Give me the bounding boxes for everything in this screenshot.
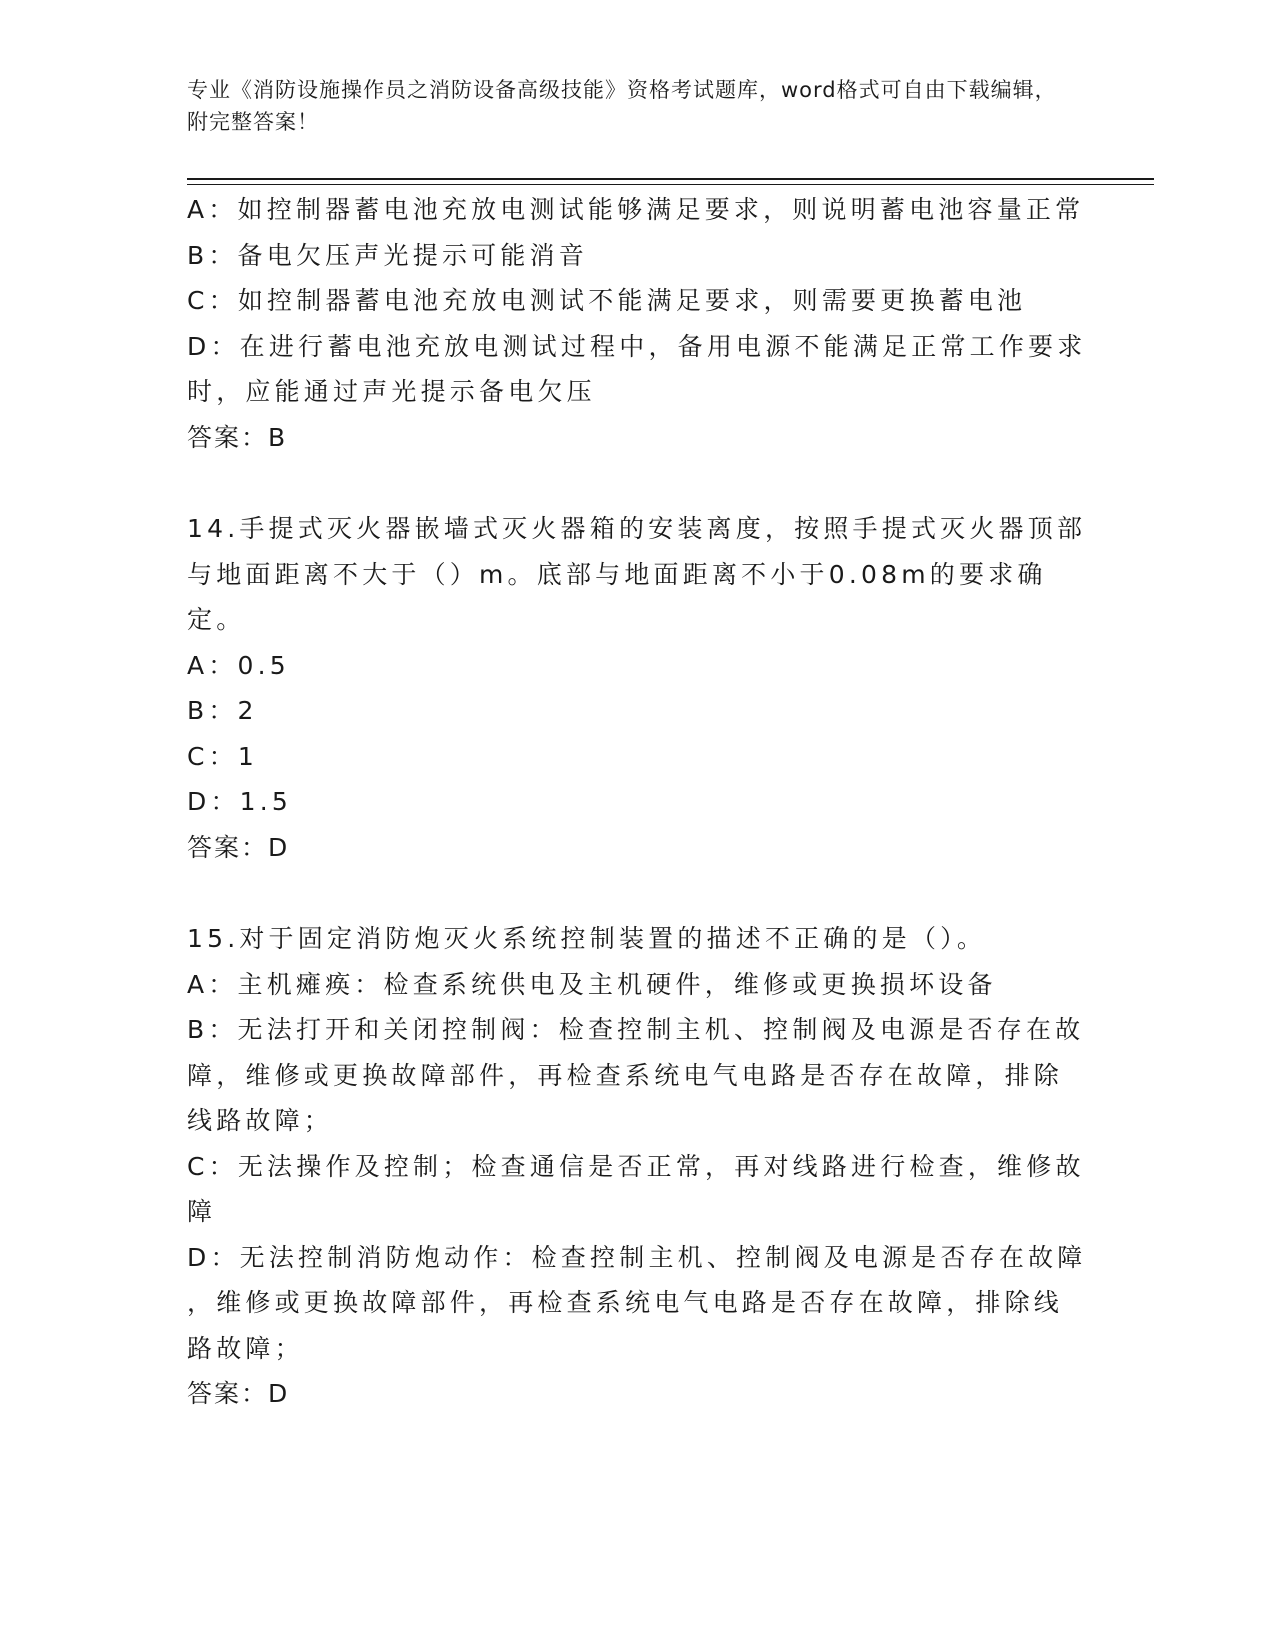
option-b: B：备电欠压声光提示可能消音 [187, 240, 588, 270]
option-d: D：无法控制消防炮动作：检查控制主机、控制阀及电源是否存在故障 [187, 1242, 1087, 1272]
option-b: B：无法打开和关闭控制阀：检查控制主机、控制阀及电源是否存在故 [187, 1015, 1085, 1044]
option-d: D：1.5 [187, 787, 293, 816]
option-c-continued: 障 [187, 1197, 217, 1226]
question-15 [187, 916, 1092, 1417]
question-14 [187, 506, 1092, 870]
question-stem: 14.手提式灭火器嵌墙式灭火器箱的安装离度，按照手提式灭火器顶部 [187, 514, 1087, 543]
answer: 答案：D [187, 832, 290, 862]
option-d: D：在进行蓄电池充放电测试过程中，备用电源不能满足正常工作要求 [187, 331, 1087, 361]
option-b-continued: 障，维修或更换故障部件，再检查系统电气电路是否存在故障，排除 [187, 1060, 1064, 1090]
option-c: C：1 [187, 741, 258, 771]
option-d-continued: ，维修或更换故障部件，再检查系统电气电路是否存在故障，排除线 [187, 1288, 1064, 1317]
option-c: C：如控制器蓄电池充放电测试不能满足要求，则需要更换蓄电池 [187, 286, 1027, 315]
answer: 答案：B [187, 422, 288, 452]
option-c: C：无法操作及控制；检查通信是否正常，再对线路进行检查，维修故 [187, 1151, 1085, 1181]
question-stem-continued: 与地面距离不大于（）m。底部与地面距离不小于0.08m的要求确定。 [187, 559, 1047, 634]
option-d-continued: 时，应能通过声光提示备电欠压 [187, 377, 596, 406]
document-header: 专业《消防设施操作员之消防设备高级技能》资格考试题库，word格式可自由下载编辑，附完整答案！ [187, 78, 1057, 134]
option-b-continued: 线路故障； [187, 1106, 334, 1135]
option-b: B：2 [187, 696, 258, 725]
option-d-continued: 路故障； [187, 1333, 304, 1363]
answer: 答案：D [187, 1379, 290, 1408]
header-divider-thin [187, 184, 1154, 185]
option-a: A：0.5 [187, 650, 290, 680]
question-13 [187, 187, 1092, 460]
option-a: A：主机瘫痪：检查系统供电及主机硬件，维修或更换损坏设备 [187, 969, 997, 999]
header-divider-thick [187, 178, 1154, 180]
spacer [187, 870, 1092, 916]
question-stem: 15.对于固定消防炮灭火系统控制装置的描述不正确的是（）。 [187, 924, 987, 953]
spacer [187, 460, 1092, 506]
question-content [187, 187, 1092, 1417]
option-a: A：如控制器蓄电池充放电测试能够满足要求，则说明蓄电池容量正常 [187, 195, 1085, 224]
